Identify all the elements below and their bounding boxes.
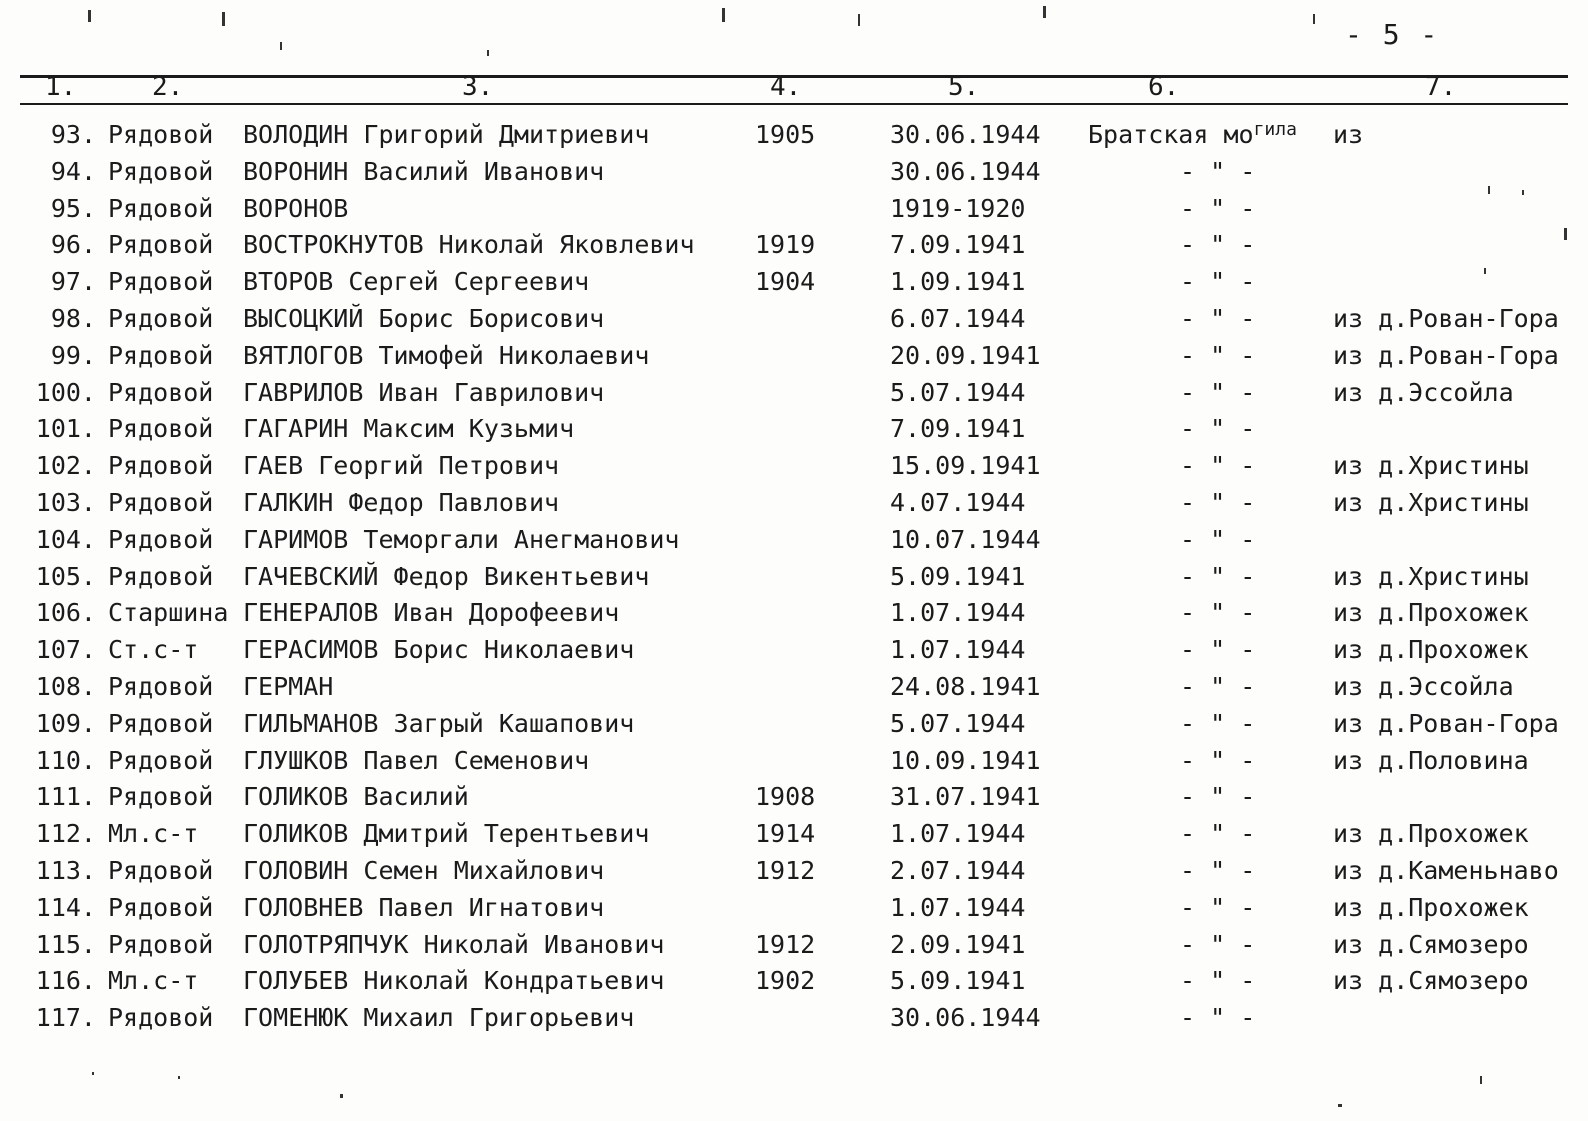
row-rank: Рядовой xyxy=(108,524,214,554)
row-origin: из д.Христины xyxy=(1333,487,1529,517)
row-origin: из д.Половина xyxy=(1333,745,1529,775)
row-rank: Рядовой xyxy=(108,929,214,959)
column-header-7: 7. xyxy=(1425,72,1457,102)
row-rank: Рядовой xyxy=(108,855,214,885)
row-origin: из д.Прохожек xyxy=(1333,598,1529,628)
column-header-1: 1. xyxy=(45,72,77,102)
row-name: ВЫСОЦКИЙ Борис Борисович xyxy=(243,303,605,333)
row-ditto-mark: - " - xyxy=(1180,855,1256,885)
row-rank: Мл.с-т xyxy=(108,819,199,849)
row-ditto-mark: - " - xyxy=(1180,708,1256,738)
row-number: 99. xyxy=(50,340,96,370)
row-origin: из д.Рован-Гора xyxy=(1333,303,1559,333)
row-ditto-mark: - " - xyxy=(1180,745,1256,775)
row-death-date: 10.09.1941 xyxy=(890,745,1041,775)
row-rank: Рядовой xyxy=(108,120,214,149)
row-name: ГАЧЕВСКИЙ Федор Викентьевич xyxy=(243,561,650,591)
burial-list xyxy=(0,117,1588,1037)
row-number: 106. xyxy=(35,598,96,628)
row-origin: из д.Рован-Гора xyxy=(1333,708,1559,738)
row-rank: Ст.с-т xyxy=(108,635,199,665)
row-burial-place xyxy=(1088,117,1297,156)
row-number: 96. xyxy=(50,230,96,260)
row-death-date: 6.07.1944 xyxy=(890,303,1026,333)
row-ditto-mark: - " - xyxy=(1180,303,1256,333)
row-number: 103. xyxy=(35,487,96,517)
row-birth-year: 1912 xyxy=(755,929,816,959)
row-ditto-mark: - " - xyxy=(1180,414,1256,444)
row-name: ГОЛОВНЕВ Павел Игнатович xyxy=(243,892,605,922)
row-ditto-mark: - " - xyxy=(1180,1003,1256,1033)
row-origin: из д.Сямозеро xyxy=(1333,929,1529,959)
table-row xyxy=(0,485,1588,522)
row-ditto-mark: - " - xyxy=(1180,230,1256,260)
row-origin: из д.Сямозеро xyxy=(1333,966,1529,996)
table-row xyxy=(0,375,1588,412)
row-rank: Мл.с-т xyxy=(108,966,199,996)
row-number: 98. xyxy=(50,303,96,333)
row-number: 105. xyxy=(35,561,96,591)
column-header-4: 4. xyxy=(770,72,802,102)
row-death-date: 1.07.1944 xyxy=(890,635,1026,665)
row-rank: Рядовой xyxy=(108,230,214,260)
row-origin: из д.Каменьнаво xyxy=(1333,855,1559,885)
table-row xyxy=(0,632,1588,669)
table-row xyxy=(0,816,1588,853)
row-death-date: 5.09.1941 xyxy=(890,561,1026,591)
page-number: - 5 - xyxy=(1345,18,1440,51)
row-death-date: 7.09.1941 xyxy=(890,230,1026,260)
table-row xyxy=(0,963,1588,1000)
row-name: ГОЛОВИН Семен Михайлович xyxy=(243,855,605,885)
table-row xyxy=(0,191,1588,228)
table-row xyxy=(0,117,1588,154)
row-death-date: 1.09.1941 xyxy=(890,267,1026,297)
row-death-date: 5.07.1944 xyxy=(890,708,1026,738)
row-number: 93. xyxy=(50,120,96,149)
table-row xyxy=(0,1000,1588,1037)
row-death-date: 1.07.1944 xyxy=(890,892,1026,922)
row-burial-superscript: гила xyxy=(1253,119,1297,140)
table-row xyxy=(0,779,1588,816)
row-birth-year: 1902 xyxy=(755,966,816,996)
row-name: ВОРОНИН Василий Иванович xyxy=(243,156,605,186)
row-ditto-mark: - " - xyxy=(1180,966,1256,996)
row-name: ГАЛКИН Федор Павлович xyxy=(243,487,560,517)
table-row xyxy=(0,559,1588,596)
row-ditto-mark: - " - xyxy=(1180,782,1256,812)
row-origin: из д.Прохожек xyxy=(1333,635,1529,665)
table-row xyxy=(0,522,1588,559)
row-death-date: 1919-1920 xyxy=(890,193,1026,223)
row-number: 104. xyxy=(35,524,96,554)
row-death-date: 7.09.1941 xyxy=(890,414,1026,444)
row-rank: Рядовой xyxy=(108,708,214,738)
row-death-date: 15.09.1941 xyxy=(890,451,1041,481)
row-number: 94. xyxy=(50,156,96,186)
table-row xyxy=(0,890,1588,927)
column-header-2: 2. xyxy=(152,72,184,102)
row-ditto-mark: - " - xyxy=(1180,193,1256,223)
header-bottom-rule xyxy=(20,103,1568,105)
row-rank: Рядовой xyxy=(108,1003,214,1033)
table-row xyxy=(0,411,1588,448)
row-number: 101. xyxy=(35,414,96,444)
row-name: ГИЛЬМАНОВ Загрый Кашапович xyxy=(243,708,635,738)
row-rank: Рядовой xyxy=(108,156,214,186)
table-row xyxy=(0,338,1588,375)
row-name: ВОРОНОВ xyxy=(243,193,349,223)
row-number: 100. xyxy=(35,377,96,407)
row-origin: из д.Христины xyxy=(1333,451,1529,481)
row-rank: Рядовой xyxy=(108,451,214,481)
row-name: ГАРИМОВ Теморгали Анегманович xyxy=(243,524,680,554)
row-death-date: 30.06.1944 xyxy=(890,120,1041,149)
row-name: ГАГАРИН Максим Кузьмич xyxy=(243,414,575,444)
row-origin: из д.Эссойла xyxy=(1333,671,1514,701)
row-ditto-mark: - " - xyxy=(1180,524,1256,554)
row-death-date: 30.06.1944 xyxy=(890,1003,1041,1033)
row-origin: из д.Христины xyxy=(1333,561,1529,591)
row-birth-year: 1912 xyxy=(755,855,816,885)
row-rank: Рядовой xyxy=(108,892,214,922)
row-ditto-mark: - " - xyxy=(1180,929,1256,959)
row-rank: Рядовой xyxy=(108,340,214,370)
row-rank: Рядовой xyxy=(108,267,214,297)
row-ditto-mark: - " - xyxy=(1180,892,1256,922)
row-number: 109. xyxy=(35,708,96,738)
row-number: 116. xyxy=(35,966,96,996)
row-name: ГАВРИЛОВ Иван Гаврилович xyxy=(243,377,605,407)
row-name: ВЯТЛОГОВ Тимофей Николаевич xyxy=(243,340,650,370)
row-ditto-mark: - " - xyxy=(1180,819,1256,849)
row-rank: Рядовой xyxy=(108,193,214,223)
row-number: 108. xyxy=(35,671,96,701)
table-row xyxy=(0,448,1588,485)
column-header-6: 6. xyxy=(1148,72,1180,102)
row-name: ГЕРАСИМОВ Борис Николаевич xyxy=(243,635,635,665)
row-death-date: 24.08.1941 xyxy=(890,671,1041,701)
row-ditto-mark: - " - xyxy=(1180,635,1256,665)
row-ditto-mark: - " - xyxy=(1180,561,1256,591)
row-birth-year: 1908 xyxy=(755,782,816,812)
row-name: ГОЛИКОВ Василий xyxy=(243,782,469,812)
row-rank: Рядовой xyxy=(108,671,214,701)
row-death-date: 10.07.1944 xyxy=(890,524,1041,554)
row-number: 110. xyxy=(35,745,96,775)
row-birth-year: 1919 xyxy=(755,230,816,260)
row-ditto-mark: - " - xyxy=(1180,451,1256,481)
row-number: 112. xyxy=(35,819,96,849)
row-name: ГОЛИКОВ Дмитрий Терентьевич xyxy=(243,819,650,849)
row-birth-year: 1904 xyxy=(755,267,816,297)
row-number: 117. xyxy=(35,1003,96,1033)
row-name: ГЛУШКОВ Павел Семенович xyxy=(243,745,590,775)
row-rank: Рядовой xyxy=(108,487,214,517)
row-ditto-mark: - " - xyxy=(1180,267,1256,297)
row-death-date: 1.07.1944 xyxy=(890,819,1026,849)
row-death-date: 5.09.1941 xyxy=(890,966,1026,996)
row-rank: Рядовой xyxy=(108,782,214,812)
row-death-date: 2.07.1944 xyxy=(890,855,1026,885)
table-row xyxy=(0,853,1588,890)
row-birth-year: 1905 xyxy=(755,120,816,149)
row-name: ГАЕВ Георгий Петрович xyxy=(243,451,560,481)
row-rank: Рядовой xyxy=(108,414,214,444)
row-rank: Рядовой xyxy=(108,561,214,591)
row-number: 95. xyxy=(50,193,96,223)
row-ditto-mark: - " - xyxy=(1180,487,1256,517)
row-name: ГЕРМАН xyxy=(243,671,334,701)
row-name: ГОЛУБЕВ Николай Кондратьевич xyxy=(243,966,665,996)
row-rank: Старшина xyxy=(108,598,229,628)
row-origin: из д.Рован-Гора xyxy=(1333,340,1559,370)
table-row xyxy=(0,706,1588,743)
row-number: 113. xyxy=(35,855,96,885)
table-row xyxy=(0,264,1588,301)
row-death-date: 4.07.1944 xyxy=(890,487,1026,517)
row-name: ГЕНЕРАЛОВ Иван Дорофеевич xyxy=(243,598,620,628)
row-number: 114. xyxy=(35,892,96,922)
row-number: 107. xyxy=(35,635,96,665)
row-ditto-mark: - " - xyxy=(1180,671,1256,701)
row-death-date: 30.06.1944 xyxy=(890,156,1041,186)
row-origin: из д.Прохожек xyxy=(1333,819,1529,849)
row-name: ГОЛОТРЯПЧУК Николай Иванович xyxy=(243,929,665,959)
row-number: 111. xyxy=(35,782,96,812)
table-row xyxy=(0,927,1588,964)
row-ditto-mark: - " - xyxy=(1180,598,1256,628)
row-name: ВТОРОВ Сергей Сергеевич xyxy=(243,267,590,297)
table-row xyxy=(0,595,1588,632)
row-name: ВОСТРОКНУТОВ Николай Яковлевич xyxy=(243,230,695,260)
row-rank: Рядовой xyxy=(108,377,214,407)
row-birth-year: 1914 xyxy=(755,819,816,849)
row-rank: Рядовой xyxy=(108,303,214,333)
row-death-date: 31.07.1941 xyxy=(890,782,1041,812)
row-burial-text: Братская мо xyxy=(1088,120,1254,149)
column-header-5: 5. xyxy=(948,72,980,102)
row-number: 102. xyxy=(35,451,96,481)
table-row xyxy=(0,154,1588,191)
row-ditto-mark: - " - xyxy=(1180,340,1256,370)
row-death-date: 2.09.1941 xyxy=(890,929,1026,959)
row-number: 115. xyxy=(35,929,96,959)
table-row xyxy=(0,669,1588,706)
row-death-date: 5.07.1944 xyxy=(890,377,1026,407)
column-header-3: 3. xyxy=(462,72,494,102)
row-origin: из д.Прохожек xyxy=(1333,892,1529,922)
row-origin: из д.Эссойла xyxy=(1333,377,1514,407)
table-row xyxy=(0,301,1588,338)
row-death-date: 20.09.1941 xyxy=(890,340,1041,370)
table-row xyxy=(0,227,1588,264)
row-death-date: 1.07.1944 xyxy=(890,598,1026,628)
row-rank: Рядовой xyxy=(108,745,214,775)
row-ditto-mark: - " - xyxy=(1180,156,1256,186)
row-ditto-mark: - " - xyxy=(1180,377,1256,407)
row-number: 97. xyxy=(50,267,96,297)
row-name: ВОЛОДИН Григорий Дмитриевич xyxy=(243,120,650,149)
row-name: ГОМЕНЮК Михаил Григорьевич xyxy=(243,1003,635,1033)
row-origin: из xyxy=(1333,120,1364,149)
table-row xyxy=(0,743,1588,780)
